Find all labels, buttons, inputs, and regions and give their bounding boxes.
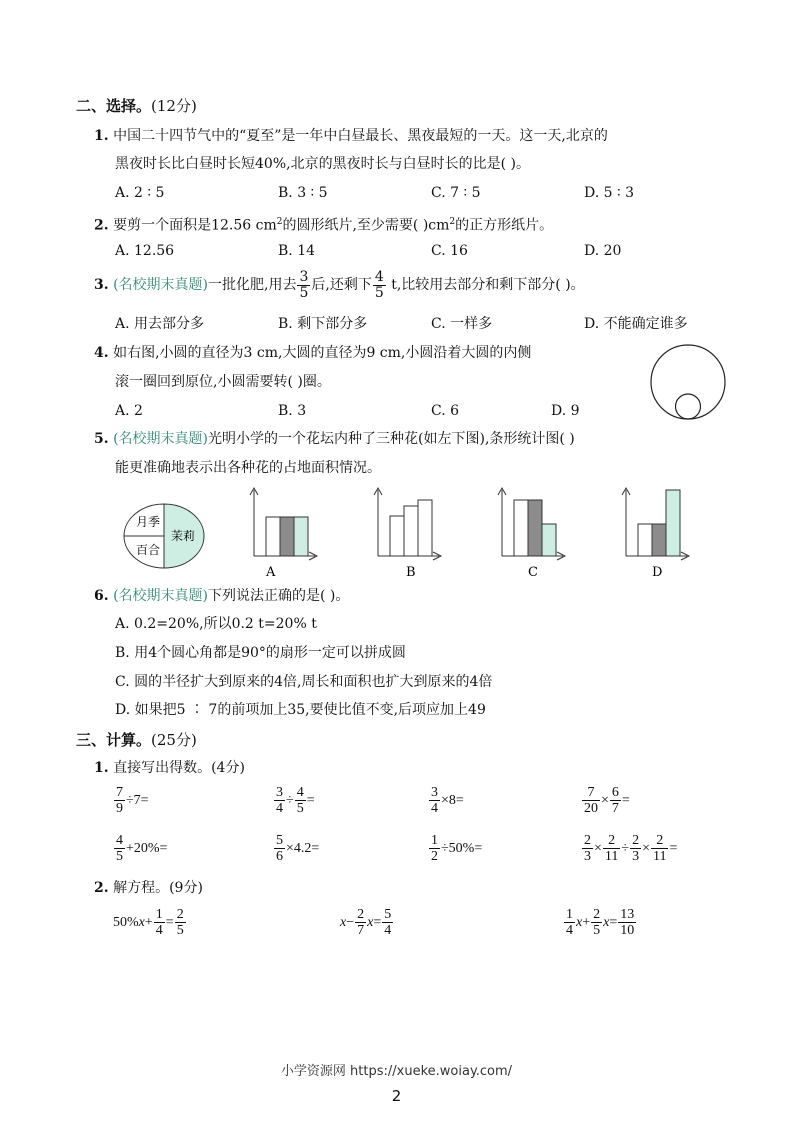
section-2-heading xyxy=(76,96,197,116)
variable: x xyxy=(367,915,374,930)
pie-label-lily: 百合 xyxy=(136,543,161,557)
section-3-heading xyxy=(76,730,197,750)
denominator: 4 xyxy=(566,923,573,939)
fraction xyxy=(564,907,575,938)
fraction xyxy=(295,785,306,816)
fraction xyxy=(610,785,621,816)
calc-expr-8 xyxy=(581,831,677,867)
question-4-line2: 滚一圈回到原位,小圆需要转( )圈。 xyxy=(115,374,331,390)
numerator: 2 xyxy=(603,833,620,849)
bar xyxy=(404,506,418,556)
expr-tail: +20%= xyxy=(126,841,168,856)
question-5-line1 xyxy=(94,429,575,449)
calc-1-heading xyxy=(94,758,245,778)
question-4-line1 xyxy=(94,343,531,363)
question-3-line1 xyxy=(94,268,585,302)
chart-label: B xyxy=(406,565,416,580)
option-d: D. 20 xyxy=(584,243,622,259)
question-text: 后,还剩下 xyxy=(311,277,372,293)
numerator: 2 xyxy=(176,907,184,923)
denominator: 5 xyxy=(116,849,123,865)
question-text: 解方程。 xyxy=(113,880,170,896)
superscript: 2 xyxy=(276,217,283,227)
bar xyxy=(280,517,294,556)
numerator: 1 xyxy=(431,833,438,849)
bar xyxy=(294,517,308,556)
bar xyxy=(666,490,680,556)
option-a: A. 2 xyxy=(115,403,143,419)
denominator: 4 xyxy=(276,801,283,817)
question-text: 的圆形纸片,至少需要( )cm xyxy=(282,217,450,234)
denominator: 5 xyxy=(176,923,184,939)
calc-expr-4 xyxy=(581,783,630,819)
option-a: A. 用去部分多 xyxy=(115,316,205,332)
bar-chart-b xyxy=(372,484,447,582)
option-c: C. 一样多 xyxy=(431,316,493,332)
fraction xyxy=(355,907,366,938)
bar-chart-c xyxy=(496,484,571,582)
question-1-line2: 黑夜时长比白昼时长短40%,北京的黑夜时长与白昼时长的比是( )。 xyxy=(115,156,530,172)
option-b: B. 剩下部分多 xyxy=(278,316,368,332)
expr-tail: = xyxy=(621,793,630,808)
fraction xyxy=(630,833,641,864)
fraction xyxy=(114,785,125,816)
expr-tail: ×4.2= xyxy=(286,841,320,856)
option-b: B. 用4个圆心角都是90°的扇形一定可以拼成圆 xyxy=(115,645,406,661)
calc-expr-3 xyxy=(428,783,464,819)
option-d: D. 5 ∶ 3 xyxy=(584,185,634,201)
numerator: 7 xyxy=(582,785,600,801)
fraction xyxy=(175,907,186,938)
bar-chart-a xyxy=(248,484,323,582)
operator: + xyxy=(144,915,153,930)
fraction xyxy=(618,907,636,938)
numerator: 2 xyxy=(584,833,591,849)
option-d: D. 不能确定谁多 xyxy=(584,316,688,332)
denominator: 9 xyxy=(116,801,123,817)
question-score: (9分) xyxy=(169,880,203,896)
question-text: 中国二十四节气中的“夏至”是一年中白昼最长、黑夜最短的一天。这一天,北京的 xyxy=(113,128,608,144)
numerator: 6 xyxy=(611,785,619,801)
calc-expr-7 xyxy=(428,831,482,867)
question-text: 下列说法正确的是( )。 xyxy=(208,588,350,604)
fraction xyxy=(382,907,393,938)
question-5-line2: 能更准确地表示出各种花的占地面积情况。 xyxy=(115,460,381,476)
denominator: 10 xyxy=(620,923,635,939)
numerator: 1 xyxy=(155,907,163,923)
numerator: 5 xyxy=(276,833,283,849)
question-6-line1 xyxy=(94,586,349,606)
bar xyxy=(652,524,666,556)
denominator: 3 xyxy=(584,849,591,865)
denominator: 7 xyxy=(357,923,365,939)
question-number: 2. xyxy=(94,880,109,896)
bar xyxy=(542,524,556,556)
expr-tail: ×8= xyxy=(441,793,464,808)
operator: ÷ xyxy=(621,841,630,856)
chart-label: D xyxy=(652,565,663,580)
question-text: t,比较用去部分和剩下部分( )。 xyxy=(391,277,585,293)
large-circle xyxy=(651,345,725,419)
numerator: 3 xyxy=(276,785,283,801)
operator: − xyxy=(346,915,355,930)
fraction xyxy=(114,833,125,864)
superscript: 2 xyxy=(449,217,456,227)
question-text: 光明小学的一个花坛内种了三种花(如左下图),条形统计图( ) xyxy=(208,431,575,447)
denominator: 4 xyxy=(384,923,392,939)
calc-expr-6 xyxy=(273,831,319,867)
source-tag: (名校期末真题) xyxy=(113,588,209,604)
operator: × xyxy=(594,841,602,856)
option-b: B. 3 xyxy=(278,403,307,419)
option-b: B. 14 xyxy=(278,243,316,259)
pie-label-jasmine: 茉莉 xyxy=(171,529,196,543)
question-number: 4. xyxy=(94,345,109,361)
variable: x xyxy=(340,915,347,930)
option-b: B. 3 ∶ 5 xyxy=(278,185,328,201)
numerator: 4 xyxy=(374,268,384,285)
option-a: A. 0.2=20%,所以0.2 t=20% t xyxy=(115,616,317,632)
question-number: 1. xyxy=(94,760,109,776)
option-c: C. 7 ∶ 5 xyxy=(431,185,481,201)
denominator: 5 xyxy=(299,284,309,301)
variable: x xyxy=(576,915,583,930)
question-number: 5. xyxy=(94,431,109,447)
bar xyxy=(514,500,528,556)
numerator: 4 xyxy=(116,833,123,849)
numerator: 2 xyxy=(593,907,601,923)
numerator: 3 xyxy=(431,785,438,801)
fraction xyxy=(651,833,668,864)
option-c: C. 16 xyxy=(431,243,468,259)
section-title: 三、计算。 xyxy=(76,731,152,749)
question-score: (4分) xyxy=(211,760,245,776)
bar xyxy=(418,500,432,556)
numerator: 3 xyxy=(299,268,309,285)
variable: x xyxy=(603,915,610,930)
page-number: 2 xyxy=(391,1087,402,1105)
bar xyxy=(528,500,542,556)
question-2-line1 xyxy=(94,212,553,236)
bar-chart-d xyxy=(620,484,695,582)
denominator: 5 xyxy=(296,801,304,817)
denominator: 4 xyxy=(431,801,438,817)
option-a: A. 12.56 xyxy=(115,243,175,259)
question-text: 的正方形纸片。 xyxy=(455,217,554,234)
bar xyxy=(390,516,404,556)
operator: × xyxy=(642,841,650,856)
equation-2 xyxy=(340,905,394,941)
denominator: 4 xyxy=(155,923,163,939)
expr-tail: ÷50%= xyxy=(441,841,483,856)
operator: + xyxy=(582,915,591,930)
circles-figure xyxy=(648,340,728,424)
fraction xyxy=(274,833,285,864)
question-text: 一批化肥,用去 xyxy=(208,277,297,293)
denominator: 5 xyxy=(374,284,384,301)
equals: = xyxy=(609,915,618,930)
calc-2-heading xyxy=(94,878,203,898)
calc-expr-2 xyxy=(273,783,315,819)
fraction xyxy=(603,833,620,864)
fraction xyxy=(373,270,386,301)
expr-tail: ÷7= xyxy=(126,793,149,808)
operator: × xyxy=(601,793,609,808)
question-1-line1 xyxy=(94,126,608,146)
footer-watermark: 小学资源网 https://xueke.woiay.com/ xyxy=(280,1064,513,1079)
question-text: 直接写出得数。 xyxy=(113,760,212,776)
numerator: 7 xyxy=(116,785,123,801)
fraction xyxy=(429,833,440,864)
section-title: 二、选择。 xyxy=(76,97,152,115)
question-text: 如右图,小圆的直径为3 cm,大圆的直径为9 cm,小圆沿着大圆的内侧 xyxy=(113,345,532,361)
equation-3 xyxy=(563,905,637,941)
chart-label: C xyxy=(528,565,538,580)
equals: = xyxy=(373,915,382,930)
pie-chart xyxy=(122,500,208,570)
option-d: D. 如果把5 ∶ 7的前项加上35,要使比值不变,后项应加上49 xyxy=(115,702,486,718)
chart-label: A xyxy=(266,565,276,580)
fraction xyxy=(274,785,285,816)
numerator: 5 xyxy=(384,907,392,923)
equals: = xyxy=(165,915,174,930)
fraction xyxy=(154,907,165,938)
fraction xyxy=(582,785,600,816)
numerator: 2 xyxy=(651,833,668,849)
denominator: 7 xyxy=(611,801,619,817)
question-number: 6. xyxy=(94,588,109,604)
option-d: D. 9 xyxy=(551,403,580,419)
option-c: C. 圆的半径扩大到原来的4倍,周长和面积也扩大到原来的4倍 xyxy=(115,674,493,690)
expr-tail: = xyxy=(306,793,315,808)
question-text: 要剪一个面积是12.56 cm xyxy=(113,217,277,234)
variable: x xyxy=(138,915,145,930)
option-c: C. 6 xyxy=(431,403,460,419)
numerator: 1 xyxy=(566,907,573,923)
expr-tail: = xyxy=(669,841,678,856)
question-number: 1. xyxy=(94,128,109,144)
denominator: 2 xyxy=(431,849,438,865)
section-score: (25分) xyxy=(151,731,197,749)
small-circle xyxy=(676,394,701,419)
denominator: 20 xyxy=(584,801,598,817)
numerator: 2 xyxy=(357,907,365,923)
numerator: 13 xyxy=(620,907,635,923)
calc-expr-5 xyxy=(113,831,167,867)
question-number: 2. xyxy=(94,217,109,234)
pie-label-rose: 月季 xyxy=(136,515,161,529)
fraction xyxy=(429,785,440,816)
source-tag: (名校期末真题) xyxy=(113,431,209,447)
bar xyxy=(638,524,652,556)
source-tag: (名校期末真题) xyxy=(113,277,209,293)
percent-term: 50% xyxy=(113,915,139,930)
denominator: 5 xyxy=(593,923,601,939)
fraction xyxy=(582,833,593,864)
denominator: 6 xyxy=(276,849,283,865)
bar xyxy=(266,517,280,556)
operator: ÷ xyxy=(286,793,294,808)
numerator: 4 xyxy=(296,785,304,801)
calc-expr-1 xyxy=(113,783,149,819)
equation-1 xyxy=(113,905,187,941)
denominator: 11 xyxy=(652,849,667,865)
section-score: (12分) xyxy=(151,97,197,115)
option-a: A. 2 ∶ 5 xyxy=(115,185,165,201)
numerator: 2 xyxy=(632,833,640,849)
fraction xyxy=(297,270,310,301)
question-number: 3. xyxy=(94,277,109,293)
denominator: 11 xyxy=(604,849,619,865)
fraction xyxy=(591,907,602,938)
denominator: 3 xyxy=(632,849,640,865)
